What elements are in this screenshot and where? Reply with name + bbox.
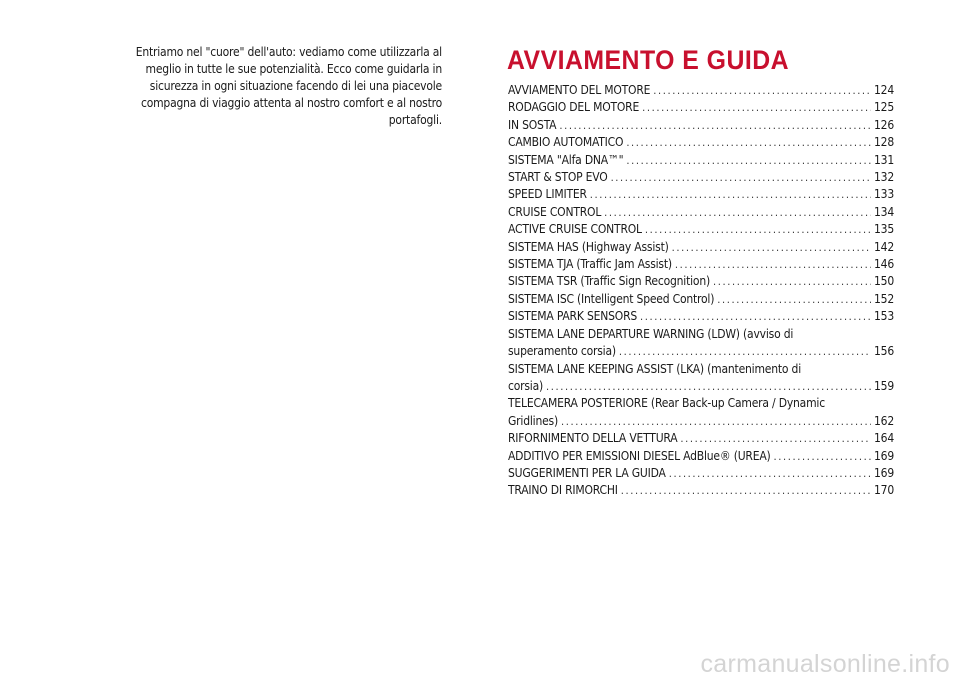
dot-leader bbox=[559, 117, 871, 134]
dot-leader bbox=[672, 239, 871, 256]
dot-leader bbox=[621, 482, 871, 499]
toc-page-number: 132 bbox=[873, 170, 894, 185]
toc-page-number: 134 bbox=[873, 204, 894, 219]
dot-leader bbox=[619, 343, 871, 360]
toc-entry-title: ADDITIVO PER EMISSIONI DIESEL AdBlue® (UREA) bbox=[508, 448, 771, 463]
intro-line: compagna di viaggio attenta al nostro comfort e al nostro bbox=[140, 96, 442, 110]
toc-entry[interactable] bbox=[508, 239, 894, 256]
toc-entry[interactable] bbox=[508, 465, 894, 482]
toc-entry-title: AVVIAMENTO DEL MOTORE bbox=[508, 83, 651, 97]
toc-entry-title: TRAINO DI RIMORCHI bbox=[508, 483, 618, 498]
toc-entry-title: SISTEMA LANE KEEPING ASSIST (LKA) (mantenimento di bbox=[508, 361, 802, 376]
watermark: carmanualsonline.info bbox=[700, 650, 950, 678]
toc-entry-title: TELECAMERA POSTERIORE (Rear Back-up Camera / Dynamic bbox=[508, 396, 825, 411]
toc-entry[interactable] bbox=[508, 395, 894, 430]
toc-entry-title: IN SOSTA bbox=[508, 117, 557, 132]
toc-entry-title: SISTEMA ISC (Intelligent Speed Control) bbox=[508, 291, 715, 306]
dot-leader bbox=[717, 291, 871, 308]
toc-entry[interactable] bbox=[508, 482, 894, 499]
toc-entry-title-cont: Gridlines) bbox=[508, 413, 558, 428]
dot-leader bbox=[626, 134, 871, 151]
toc-page-number: 153 bbox=[873, 309, 894, 324]
toc-entry[interactable] bbox=[508, 134, 894, 151]
toc-page-number: 131 bbox=[873, 152, 894, 167]
dot-leader bbox=[604, 204, 871, 221]
dot-leader bbox=[675, 256, 871, 273]
toc-entry-title: SISTEMA PARK SENSORS bbox=[508, 309, 638, 324]
toc-page-number: 125 bbox=[873, 100, 894, 115]
toc-entry-title: CAMBIO AUTOMATICO bbox=[508, 135, 624, 150]
toc-entry[interactable] bbox=[508, 448, 894, 465]
toc-page-number: 126 bbox=[873, 117, 894, 132]
toc-page-number: 169 bbox=[873, 448, 894, 463]
intro-paragraph bbox=[100, 44, 442, 129]
toc-page-number: 162 bbox=[873, 413, 894, 428]
toc-entry-title: RODAGGIO DEL MOTORE bbox=[508, 100, 640, 115]
toc-page-number: 150 bbox=[873, 274, 894, 289]
toc-page-number: 156 bbox=[873, 344, 894, 359]
dot-leader bbox=[640, 308, 871, 325]
toc-entry-title: SISTEMA LANE DEPARTURE WARNING (LDW) (avviso di bbox=[508, 326, 794, 341]
dot-leader bbox=[626, 152, 871, 169]
toc-page-number: 133 bbox=[873, 187, 894, 202]
toc-entry[interactable] bbox=[508, 169, 894, 186]
toc-entry-title: SISTEMA HAS (Highway Assist) bbox=[508, 239, 669, 254]
toc-page-number: 152 bbox=[873, 291, 894, 306]
toc-entry[interactable] bbox=[508, 99, 894, 116]
dot-leader bbox=[713, 273, 871, 290]
toc-entry-title: SISTEMA TJA (Traffic Jam Assist) bbox=[508, 257, 672, 272]
toc-entry[interactable] bbox=[508, 152, 894, 169]
toc-entry[interactable] bbox=[508, 256, 894, 273]
table-of-contents bbox=[508, 82, 894, 500]
dot-leader bbox=[611, 169, 871, 186]
toc-page-number: 159 bbox=[873, 378, 894, 393]
dot-leader bbox=[774, 448, 871, 465]
toc-entry[interactable] bbox=[508, 186, 894, 203]
toc-entry-title-cont: corsia) bbox=[508, 378, 544, 393]
toc-page-number: 146 bbox=[873, 257, 894, 272]
toc-entry[interactable] bbox=[508, 308, 894, 325]
toc-entry[interactable] bbox=[508, 291, 894, 308]
dot-leader bbox=[546, 378, 871, 395]
toc-entry-title: SUGGERIMENTI PER LA GUIDA bbox=[508, 465, 666, 480]
toc-entry[interactable] bbox=[508, 221, 894, 238]
section-title: AVVIAMENTO E GUIDA bbox=[507, 45, 790, 75]
toc-entry-title: SISTEMA TSR (Traffic Sign Recognition) bbox=[508, 274, 710, 289]
dot-leader bbox=[653, 82, 871, 99]
toc-page-number: 135 bbox=[873, 222, 894, 237]
toc-entry-title: SPEED LIMITER bbox=[508, 187, 587, 202]
toc-entry[interactable] bbox=[508, 204, 894, 221]
intro-line: portafogli. bbox=[388, 113, 442, 127]
toc-entry[interactable] bbox=[508, 273, 894, 290]
toc-page-number: 142 bbox=[873, 239, 894, 254]
dot-leader bbox=[680, 430, 871, 447]
toc-page-number: 164 bbox=[873, 431, 894, 446]
toc-entry[interactable] bbox=[508, 430, 894, 447]
dot-leader bbox=[590, 186, 871, 203]
toc-entry-title-cont: superamento corsia) bbox=[508, 344, 616, 359]
toc-page-number: 170 bbox=[873, 483, 894, 498]
dot-leader bbox=[642, 99, 871, 116]
toc-entry-title: SISTEMA "Alfa DNA™" bbox=[508, 152, 624, 167]
toc-entry[interactable] bbox=[508, 117, 894, 134]
dot-leader bbox=[669, 465, 871, 482]
dot-leader bbox=[645, 221, 871, 238]
toc-page-number: 128 bbox=[873, 135, 894, 150]
toc-page-number: 169 bbox=[873, 465, 894, 480]
toc-entry-title: CRUISE CONTROL bbox=[508, 204, 602, 219]
intro-line: meglio in tutte le sue potenzialità. Ecco come guidarla in bbox=[145, 62, 442, 76]
intro-line: sicurezza in ogni situazione facendo di lei una piacevole bbox=[149, 79, 442, 93]
toc-entry-title: START & STOP EVO bbox=[508, 170, 608, 185]
toc-entry[interactable] bbox=[508, 361, 894, 396]
toc-page-number: 124 bbox=[873, 83, 894, 97]
intro-line: Entriamo nel "cuore" dell'auto: vediamo come utilizzarla al bbox=[135, 45, 442, 59]
toc-entry[interactable] bbox=[508, 326, 894, 361]
dot-leader bbox=[561, 413, 871, 430]
toc-entry-title: RIFORNIMENTO DELLA VETTURA bbox=[508, 431, 678, 446]
toc-entry-title: ACTIVE CRUISE CONTROL bbox=[508, 222, 642, 237]
toc-entry[interactable] bbox=[508, 82, 894, 99]
